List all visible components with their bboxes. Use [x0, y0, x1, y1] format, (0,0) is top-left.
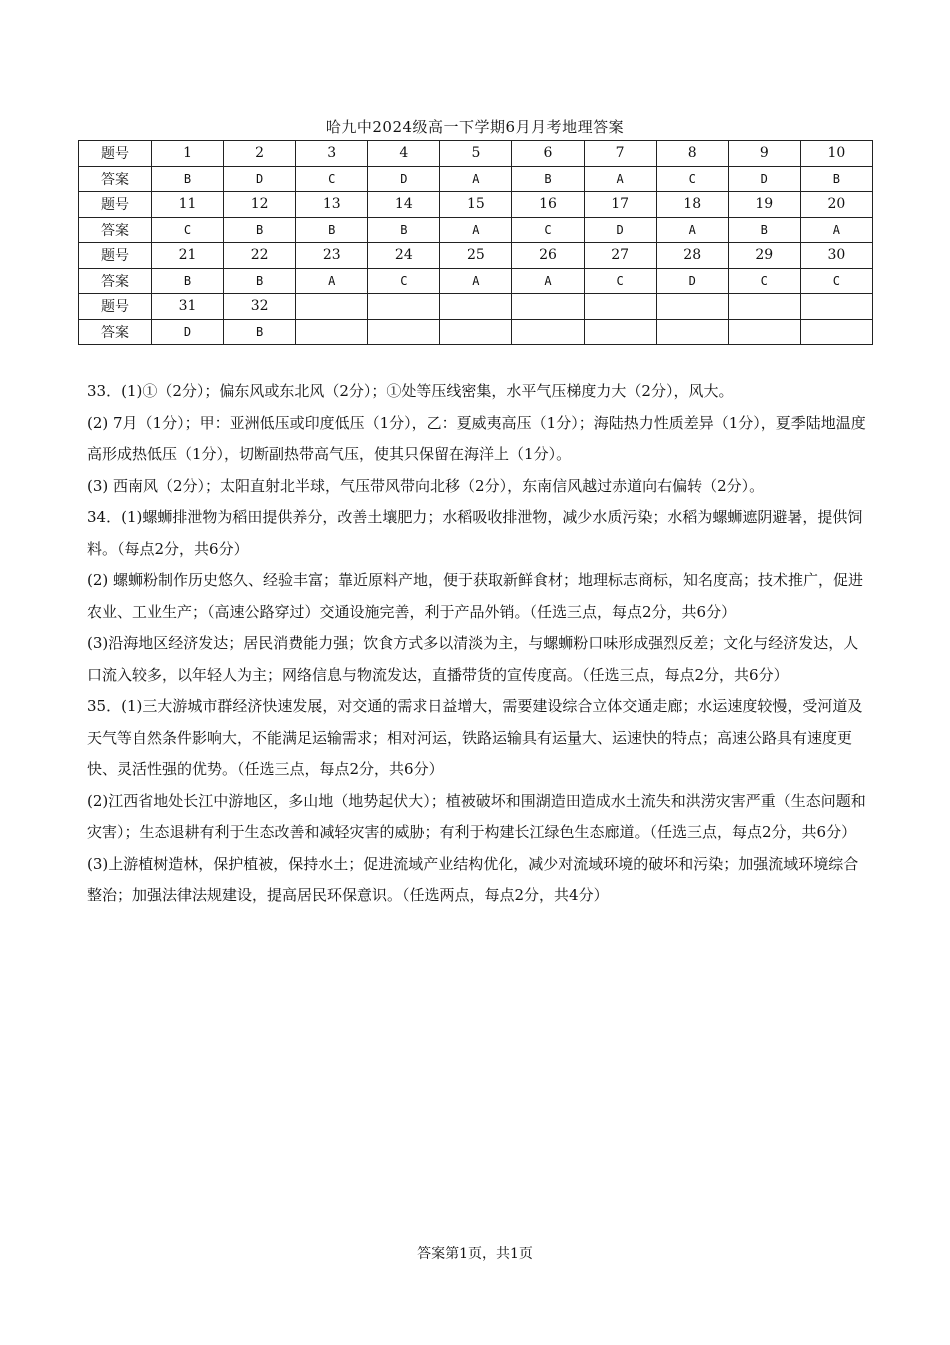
question-number-cell: 5 — [440, 141, 512, 167]
paragraph-34-2: (2) 螺蛳粉制作历史悠久、经验丰富；靠近原料产地，便于获取新鲜食材；地理标志商标，知名度高；技术推广，促进农业、工业生产；（高速公路穿过）交通设施完善，利于产品外销。（任选三点，每点2分，共6分） — [87, 571, 864, 621]
question-number-cell: 9 — [728, 141, 800, 167]
answer-cell: D — [728, 166, 800, 192]
answer-cell: B — [152, 166, 224, 192]
question-number-cell: 25 — [440, 243, 512, 269]
question-number-cell: 32 — [224, 294, 296, 320]
answer-cell: B — [224, 217, 296, 243]
row-label: 题号 — [79, 243, 152, 269]
question-number-cell: 26 — [512, 243, 584, 269]
question-number-cell — [656, 294, 728, 320]
row-label: 答案 — [79, 319, 152, 345]
paragraph-34-3: (3)沿海地区经济发达；居民消费能力强；饮食方式多以清淡为主，与螺蛳粉口味形成强烈反差；文化与经济发达，人口流入较多，以年轻人为主；网络信息与物流发达，直播带货的宣传度高。（任选三点，每点2分，共6分） — [87, 634, 859, 684]
question-number-cell: 17 — [584, 192, 656, 218]
paragraph-33-3: (3) 西南风（2分）；太阳直射北半球，气压带风带向北移（2分），东南信风越过赤道向右偏转（2分）。 — [87, 476, 765, 495]
question-number-cell — [296, 294, 368, 320]
answer-cell: B — [728, 217, 800, 243]
answer-cell: A — [440, 268, 512, 294]
question-number-cell: 12 — [224, 192, 296, 218]
question-number-cell: 11 — [152, 192, 224, 218]
paragraph-34-1: 34．(1)螺蛳排泄物为稻田提供养分，改善土壤肥力；水稻吸收排泄物，减少水质污染；水稻为螺蛳遮阴避暑，提供饲料。（每点2分，共6分） — [87, 508, 863, 558]
question-row — [79, 192, 873, 218]
question-number-cell: 30 — [800, 243, 872, 269]
answer-cell — [728, 319, 800, 345]
question-number-cell: 1 — [152, 141, 224, 167]
row-label: 答案 — [79, 217, 152, 243]
answer-cell: A — [440, 166, 512, 192]
question-number-cell: 4 — [368, 141, 440, 167]
answer-cell — [368, 319, 440, 345]
paragraph-33-2: (2) 7月（1分）；甲：亚洲低压或印度低压（1分），乙：夏威夷高压（1分）；海陆热力性质差异（1分），夏季陆地温度高形成热低压（1分），切断副热带高气压，使其只保留在海洋上（1分）。 — [87, 413, 866, 463]
answer-cell: D — [224, 166, 296, 192]
question-number-cell — [584, 294, 656, 320]
question-row — [79, 141, 873, 167]
question-number-cell — [368, 294, 440, 320]
answer-cell: A — [656, 217, 728, 243]
answer-explanations — [87, 376, 867, 912]
answer-cell: B — [296, 217, 368, 243]
paragraph-35-3: (3)上游植树造林，保护植被，保持水土；促进流域产业结构优化，减少对流域环境的破坏和污染；加强流域环境综合整治；加强法律法规建设，提高居民环保意识。（任选两点，每点2分，共4分） — [87, 854, 859, 904]
answer-cell: D — [656, 268, 728, 294]
answer-cell: B — [152, 268, 224, 294]
row-label: 答案 — [79, 268, 152, 294]
question-number-cell: 6 — [512, 141, 584, 167]
question-number-cell — [800, 294, 872, 320]
paragraph-35-1: 35．(1)三大游城市群经济快速发展，对交通的需求日益增大，需要建设综合立体交通走廊；水运速度较慢，受河道及天气等自然条件影响大，不能满足运输需求；相对河运，铁路运输具有运量大、运速快的特点；高速公路具有速度更快、灵活性强的优势。（任选三点，每点2分，共6分） — [87, 697, 863, 778]
answer-cell: C — [656, 166, 728, 192]
question-number-cell: 14 — [368, 192, 440, 218]
row-label: 答案 — [79, 166, 152, 192]
answer-cell: B — [224, 319, 296, 345]
answer-cell — [512, 319, 584, 345]
answer-cell: B — [800, 166, 872, 192]
question-number-cell: 29 — [728, 243, 800, 269]
question-number-cell: 8 — [656, 141, 728, 167]
answer-cell: C — [800, 268, 872, 294]
page-footer: 答案第1页，共1页 — [417, 1246, 533, 1262]
question-number-cell: 16 — [512, 192, 584, 218]
answer-cell: C — [152, 217, 224, 243]
answer-cell: A — [584, 166, 656, 192]
answer-cell — [800, 319, 872, 345]
answer-table — [78, 140, 873, 345]
question-number-cell: 15 — [440, 192, 512, 218]
paragraph-35-2: (2)江西省地处长江中游地区，多山地（地势起伏大）；植被破坏和围湖造田造成水土流失和洪涝灾害严重（生态问题和灾害）；生态退耕有利于生态改善和减轻灾害的威胁；有利于构建长江绿色生态廊道。（任选三点，每点2分，共6分） — [87, 791, 866, 841]
answer-cell: C — [728, 268, 800, 294]
question-number-cell — [728, 294, 800, 320]
question-number-cell: 23 — [296, 243, 368, 269]
answer-cell — [584, 319, 656, 345]
answer-row — [79, 217, 873, 243]
answer-row — [79, 319, 873, 345]
question-number-cell — [512, 294, 584, 320]
question-number-cell: 28 — [656, 243, 728, 269]
row-label: 题号 — [79, 141, 152, 167]
answer-cell: C — [296, 166, 368, 192]
answer-cell: A — [800, 217, 872, 243]
answer-cell: B — [368, 217, 440, 243]
question-number-cell: 31 — [152, 294, 224, 320]
question-number-cell: 24 — [368, 243, 440, 269]
question-number-cell — [440, 294, 512, 320]
paragraph-33-1: 33．(1)①（2分）；偏东风或东北风（2分）；①处等压线密集，水平气压梯度力大（2分），风大。 — [87, 382, 734, 400]
question-row — [79, 243, 873, 269]
answer-cell: C — [512, 217, 584, 243]
row-label: 题号 — [79, 192, 152, 218]
answer-cell — [440, 319, 512, 345]
answer-cell: B — [512, 166, 584, 192]
answer-cell: D — [584, 217, 656, 243]
document-title: 哈九中2024级高一下学期6月月考地理答案 — [325, 118, 625, 136]
answer-cell: D — [152, 319, 224, 345]
answer-cell: C — [584, 268, 656, 294]
answer-row — [79, 268, 873, 294]
answer-cell: A — [440, 217, 512, 243]
answer-cell: A — [512, 268, 584, 294]
question-number-cell: 18 — [656, 192, 728, 218]
question-number-cell: 27 — [584, 243, 656, 269]
answer-cell: B — [224, 268, 296, 294]
answer-cell: D — [368, 166, 440, 192]
answer-cell: C — [368, 268, 440, 294]
question-number-cell: 7 — [584, 141, 656, 167]
answer-row — [79, 166, 873, 192]
question-row — [79, 294, 873, 320]
question-number-cell: 13 — [296, 192, 368, 218]
answer-cell — [656, 319, 728, 345]
answer-cell — [296, 319, 368, 345]
question-number-cell: 22 — [224, 243, 296, 269]
answer-cell: A — [296, 268, 368, 294]
question-number-cell: 2 — [224, 141, 296, 167]
question-number-cell: 21 — [152, 243, 224, 269]
row-label: 题号 — [79, 294, 152, 320]
question-number-cell: 10 — [800, 141, 872, 167]
question-number-cell: 20 — [800, 192, 872, 218]
question-number-cell: 19 — [728, 192, 800, 218]
question-number-cell: 3 — [296, 141, 368, 167]
